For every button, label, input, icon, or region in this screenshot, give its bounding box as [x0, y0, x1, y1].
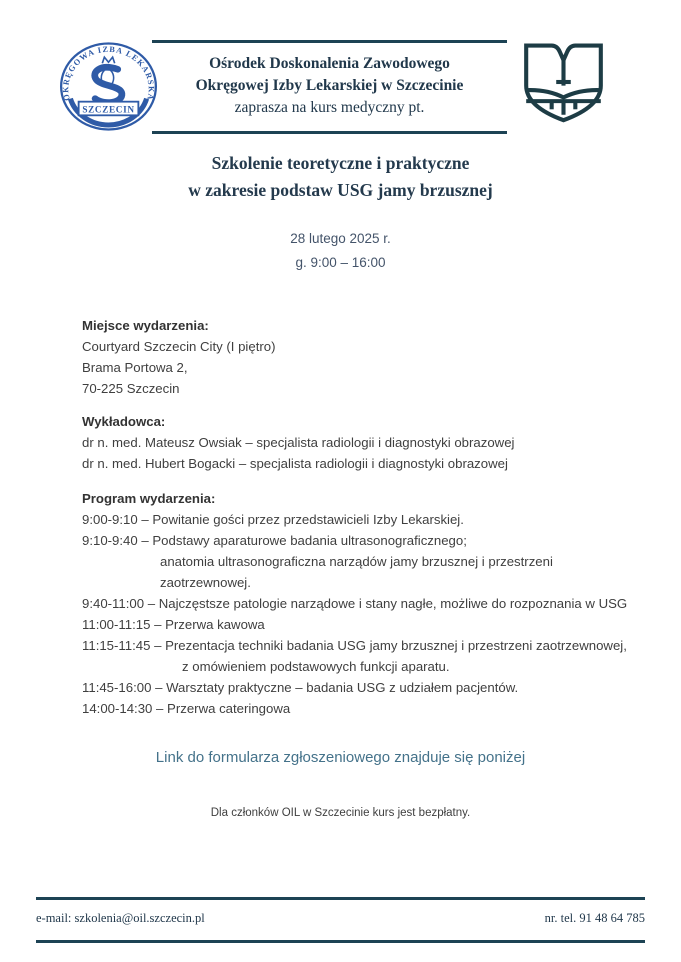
program-heading: Program wydarzenia: — [82, 491, 216, 506]
course-title-line-1: Szkolenie teoretyczne i praktyczne — [211, 153, 470, 173]
seal-ring-text: OKRĘGOWA IZBA LEKARSKA — [61, 44, 156, 102]
form-link-note: Link do formularza zgłoszeniowego znajduje się poniżej — [155, 749, 526, 766]
program-item-continuation: zaotrzewnowej. — [160, 575, 251, 590]
organizer-line-3: zaprasza na kurs medyczny pt. — [234, 99, 425, 116]
program-item: 14:00-14:30 – Przerwa cateringowa — [82, 701, 291, 716]
venue-line: Brama Portowa 2, — [82, 360, 188, 375]
lecturer-line: dr n. med. Hubert Bogacki – specjalista radiologii i diagnostyki obrazowej — [82, 456, 508, 471]
shield-book-logo — [518, 40, 609, 124]
footer-phone: nr. tel. 91 48 64 785 — [544, 911, 645, 925]
program-item: 11:15-11:45 – Prezentacja techniki badania USG jamy brzusznej i przestrzeni zaotrzewnowej, — [82, 638, 627, 653]
shield-book-icon — [518, 40, 609, 124]
lecturer-line: dr n. med. Mateusz Owsiak – specjalista radiologii i diagnostyki obrazowej — [82, 435, 515, 450]
program-item: 9:10-9:40 – Podstawy aparaturowe badania ultrasonograficznego; — [82, 533, 467, 548]
venue-line: Courtyard Szczecin City (I piętro) — [82, 339, 276, 354]
footer-email: e-mail: szkolenia@oil.szczecin.pl — [36, 911, 205, 925]
course-title-line-2: w zakresie podstaw USG jamy brzusznej — [188, 180, 493, 200]
course-hours: g. 9:00 – 16:00 — [295, 255, 386, 270]
venue-section — [82, 315, 681, 399]
seal-logo-svg — [57, 41, 160, 132]
footer-rule-top — [36, 897, 645, 900]
venue-line: 70-225 Szczecin — [82, 381, 180, 396]
venue-heading: Miejsce wydarzenia: — [82, 318, 209, 333]
course-title — [0, 150, 681, 204]
program-item-continuation: anatomia ultrasonograficzna narządów jamy brzusznej i przestrzeni — [160, 554, 553, 569]
footer — [36, 911, 645, 926]
lecturers-section — [82, 411, 681, 474]
course-datetime — [0, 227, 681, 275]
course-date: 28 lutego 2025 r. — [290, 231, 391, 246]
program-item: 9:00-9:10 – Powitanie gości przez przedstawicieli Izby Lekarskiej. — [82, 512, 464, 527]
program-section — [82, 488, 681, 719]
organizer-line-1: Ośrodek Doskonalenia Zawodowego — [209, 55, 450, 72]
free-course-note: Dla członków OIL w Szczecinie kurs jest bezpłatny. — [210, 807, 471, 819]
oil-szczecin-seal-logo — [57, 41, 160, 132]
program-item: 9:40-11:00 – Najczęstsze patologie narządowe i stany nagłe, możliwe do rozpoznania w USG — [82, 596, 628, 611]
program-item: 11:45-16:00 – Warsztaty praktyczne – badania USG z udziałem pacjentów. — [82, 680, 519, 695]
program-item-continuation: z omówieniem podstawowych funkcji aparatu. — [182, 659, 450, 674]
footer-rule-bottom — [36, 940, 645, 943]
program-item: 11:00-11:15 – Przerwa kawowa — [82, 617, 265, 632]
seal-banner-text: SZCZECIN — [82, 104, 135, 115]
organizer-line-2: Okręgowej Izby Lekarskiej w Szczecinie — [195, 77, 464, 94]
lecturers-heading: Wykładowca: — [82, 414, 166, 429]
organizer-header — [152, 40, 507, 134]
seal-emblem-icon — [95, 57, 122, 102]
